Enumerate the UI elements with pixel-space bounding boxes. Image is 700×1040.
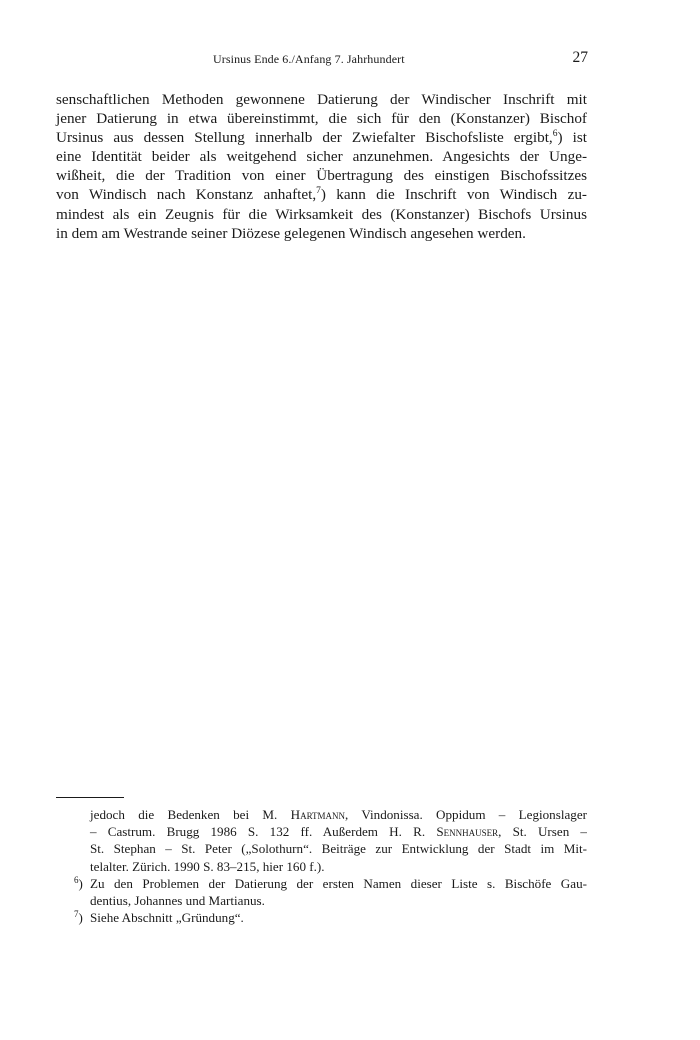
author-name: Hartmann	[290, 807, 346, 822]
footnote-text: , Vindonissa. Oppidum – Legionslager	[345, 807, 587, 822]
body-line: senschaftlichen Methoden gewonnene Datierung der Windischer Inschrift mit	[56, 91, 587, 108]
footnote-separator	[56, 797, 124, 798]
footnote-text: Zu den Problemen der Datierung der ersten Namen dieser Liste s. Bischöfe Gau-	[90, 875, 587, 891]
footnote-marker: $^6$)	[74, 874, 83, 891]
body-line	[56, 128, 587, 147]
footnote-reference: 6	[552, 129, 558, 140]
body-text-segment: ) ist	[557, 129, 587, 147]
page-number: 27	[572, 49, 588, 66]
body-paragraph	[56, 90, 587, 243]
footnote-text: , St. Ursen –	[498, 824, 587, 840]
footnote-text: – Castrum. Brugg 1986 S. 132 ff. Außerdem H. R.	[90, 824, 437, 840]
body-text-segment: ) kann die Inschrift von Windisch zu-	[320, 186, 587, 204]
footnote-6-line: dentius, Johannes und Martianus.	[90, 892, 265, 908]
author-name: Sennhauser	[436, 824, 499, 840]
body-line: in dem am Westrande seiner Diözese gelegenen Windisch angesehen werden.	[56, 224, 526, 242]
footnote-text: Siehe Abschnitt „Gründung“.	[90, 910, 244, 926]
footnote-continuation-line: telalter. Zürich. 1990 S. 83–215, hier 160 f.).	[90, 858, 325, 874]
footnote-text: jedoch die Bedenken bei M.	[90, 807, 291, 822]
body-text-segment: Ursinus aus dessen Stellung innerhalb der Zwiefalter Bischofsliste ergibt,	[56, 129, 553, 147]
footnote-reference: 7	[316, 186, 321, 197]
footnote-marker: $^7$)	[74, 909, 83, 926]
body-line: wißheit, die der Tradition von einer Übertragung des einstigen Bischofssitzes	[56, 167, 587, 185]
footnote-continuation-line	[56, 823, 587, 840]
body-text-segment: von Windisch nach Konstanz anhaftet,	[56, 186, 317, 204]
footnote-continuation-line	[56, 806, 587, 823]
body-line: jener Datierung in etwa übereinstimmt, die sich für den (Konstanzer) Bischof	[56, 110, 587, 128]
footnote-continuation-line: St. Stephan – St. Peter („Solothurn“. Beiträge zur Entwicklung der Stadt im Mit-	[90, 841, 587, 857]
footnotes	[56, 806, 587, 926]
running-head: Ursinus Ende 6./Anfang 7. Jahrhundert	[213, 52, 405, 66]
body-line	[56, 185, 587, 204]
body-line: eine Identität beider als weitgehend sicher anzunehmen. Angesichts der Unge-	[56, 148, 587, 166]
footnote-number: 7	[74, 909, 79, 920]
footnote-6	[56, 875, 587, 892]
footnote-7	[56, 909, 587, 926]
body-line: mindest als ein Zeugnis für die Wirksamkeit des (Konstanzer) Bischofs Ursinus	[56, 205, 587, 223]
footnote-number: 6	[74, 874, 79, 885]
